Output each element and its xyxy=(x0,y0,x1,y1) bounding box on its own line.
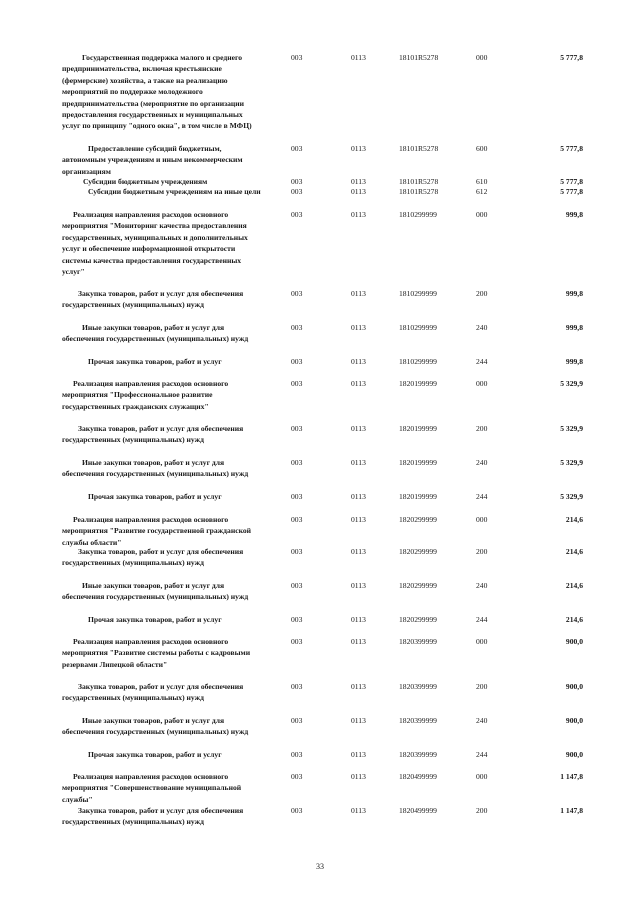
row-razdel: 0113 xyxy=(351,379,366,388)
row-target-article: 1820199999 xyxy=(399,424,437,433)
row-name: Иные закупки товаров, работ и услуг для обеспечения государственных (муниципальных) нужд xyxy=(62,716,249,737)
row-sum: 5 329,9 xyxy=(560,458,583,467)
row-target-article: 1820399999 xyxy=(399,637,437,646)
row-name: Реализация направления расходов основного мероприятия "Развитие системы работы с кадровыми резервами Липецкой области" xyxy=(62,637,251,669)
row-expense-type: 240 xyxy=(476,458,488,467)
row-target-article: 1810299999 xyxy=(399,210,437,219)
row-razdel: 0113 xyxy=(351,187,366,196)
row-razdel: 0113 xyxy=(351,750,366,759)
row-sum: 5 329,9 xyxy=(560,492,583,501)
row-name: Иные закупки товаров, работ и услуг для обеспечения государственных (муниципальных) нужд xyxy=(62,458,249,479)
row-ved: 003 xyxy=(291,637,303,646)
row-expense-type: 000 xyxy=(476,637,488,646)
row-razdel: 0113 xyxy=(351,323,366,332)
row-expense-type: 000 xyxy=(476,53,488,62)
row-expense-type: 000 xyxy=(476,772,488,781)
row-ved: 003 xyxy=(291,515,303,524)
row-ved: 003 xyxy=(291,177,303,186)
row-target-article: 1810299999 xyxy=(399,357,437,366)
row-sum: 5 777,8 xyxy=(560,144,583,153)
row-name: Реализация направления расходов основного мероприятия "Совершенствование муниципальной службы" xyxy=(62,772,242,804)
row-target-article: 18101R5278 xyxy=(399,53,439,62)
row-expense-type: 600 xyxy=(476,144,488,153)
row-razdel: 0113 xyxy=(351,682,366,691)
row-ved: 003 xyxy=(291,289,303,298)
row-target-article: 1820199999 xyxy=(399,379,437,388)
row-name: Предоставление субсидий бюджетным, автономным учреждениям и иным некоммерческим организациям xyxy=(62,144,243,176)
row-razdel: 0113 xyxy=(351,772,366,781)
row-ved: 003 xyxy=(291,750,303,759)
row-sum: 5 777,8 xyxy=(560,53,583,62)
row-name: Субсидии бюджетным учреждениям на иные цели xyxy=(88,187,261,196)
row-target-article: 1820299999 xyxy=(399,615,437,624)
row-target-article: 1810299999 xyxy=(399,289,437,298)
row-ved: 003 xyxy=(291,379,303,388)
row-ved: 003 xyxy=(291,716,303,725)
row-name: Реализация направления расходов основного мероприятия "Мониторинг качества предоставления государственных, муниципальных и дополнительных услуг и обеспечение информационной открытости системы качества предоставления государственных услуг" xyxy=(62,210,248,277)
row-target-article: 18101R5278 xyxy=(399,144,439,153)
row-razdel: 0113 xyxy=(351,53,366,62)
row-razdel: 0113 xyxy=(351,210,366,219)
row-sum: 214,6 xyxy=(565,515,583,524)
row-ved: 003 xyxy=(291,323,303,332)
row-name: Иные закупки товаров, работ и услуг для обеспечения государственных (муниципальных) нужд xyxy=(62,323,249,344)
row-name: Государственная поддержка малого и среднего предпринимательства, включая крестьянские (фермерские) хозяйства, а также на реализацию мероприятий по поддержке молодежного предпринимательства (мероприятие по организации предоставления государственных и муниципальных услуг по принципу "одного окна", в том числе в МФЦ) xyxy=(62,53,252,131)
page-number: 33 xyxy=(316,862,324,871)
row-ved: 003 xyxy=(291,547,303,556)
row-expense-type: 612 xyxy=(476,187,488,196)
row-razdel: 0113 xyxy=(351,581,366,590)
row-ved: 003 xyxy=(291,492,303,501)
row-ved: 003 xyxy=(291,772,303,781)
row-target-article: 1820499999 xyxy=(399,806,437,815)
row-ved: 003 xyxy=(291,210,303,219)
row-expense-type: 000 xyxy=(476,210,488,219)
row-ved: 003 xyxy=(291,581,303,590)
row-sum: 5 777,8 xyxy=(560,177,583,186)
row-expense-type: 244 xyxy=(476,492,488,501)
row-sum: 1 147,8 xyxy=(560,806,583,815)
row-sum: 900,0 xyxy=(565,716,583,725)
row-razdel: 0113 xyxy=(351,515,366,524)
row-target-article: 1810299999 xyxy=(399,323,437,332)
row-target-article: 1820499999 xyxy=(399,772,437,781)
row-name: Закупка товаров, работ и услуг для обеспечения государственных (муниципальных) нужд xyxy=(62,547,244,568)
row-sum: 900,0 xyxy=(565,750,583,759)
row-target-article: 18101R5278 xyxy=(399,187,439,196)
row-name: Закупка товаров, работ и услуг для обеспечения государственных (муниципальных) нужд xyxy=(62,806,244,827)
row-expense-type: 244 xyxy=(476,615,488,624)
row-name: Прочая закупка товаров, работ и услуг xyxy=(88,615,222,624)
row-razdel: 0113 xyxy=(351,806,366,815)
row-sum: 1 147,8 xyxy=(560,772,583,781)
row-sum: 5 329,9 xyxy=(560,379,583,388)
row-expense-type: 240 xyxy=(476,323,488,332)
row-expense-type: 000 xyxy=(476,379,488,388)
row-name: Иные закупки товаров, работ и услуг для обеспечения государственных (муниципальных) нужд xyxy=(62,581,249,602)
row-expense-type: 200 xyxy=(476,682,488,691)
row-sum: 900,0 xyxy=(565,682,583,691)
row-name: Субсидии бюджетным учреждениям xyxy=(83,177,208,186)
row-ved: 003 xyxy=(291,806,303,815)
row-expense-type: 200 xyxy=(476,289,488,298)
row-sum: 999,8 xyxy=(565,357,583,366)
row-ved: 003 xyxy=(291,187,303,196)
row-razdel: 0113 xyxy=(351,144,366,153)
row-sum: 999,8 xyxy=(565,210,583,219)
row-ved: 003 xyxy=(291,144,303,153)
row-razdel: 0113 xyxy=(351,615,366,624)
row-expense-type: 200 xyxy=(476,547,488,556)
row-sum: 214,6 xyxy=(565,581,583,590)
row-expense-type: 610 xyxy=(476,177,488,186)
row-name: Прочая закупка товаров, работ и услуг xyxy=(88,357,222,366)
row-expense-type: 240 xyxy=(476,581,488,590)
row-ved: 003 xyxy=(291,682,303,691)
row-razdel: 0113 xyxy=(351,458,366,467)
row-name: Закупка товаров, работ и услуг для обеспечения государственных (муниципальных) нужд xyxy=(62,424,244,445)
row-sum: 5 777,8 xyxy=(560,187,583,196)
row-sum: 214,6 xyxy=(565,615,583,624)
row-ved: 003 xyxy=(291,458,303,467)
row-sum: 999,8 xyxy=(565,289,583,298)
row-name: Реализация направления расходов основного мероприятия "Развитие государственной гражданской службы области" xyxy=(62,515,252,547)
row-ved: 003 xyxy=(291,53,303,62)
row-expense-type: 200 xyxy=(476,424,488,433)
row-target-article: 1820299999 xyxy=(399,547,437,556)
row-expense-type: 240 xyxy=(476,716,488,725)
row-sum: 214,6 xyxy=(565,547,583,556)
row-sum: 900,0 xyxy=(565,637,583,646)
row-razdel: 0113 xyxy=(351,716,366,725)
row-name: Реализация направления расходов основного мероприятия "Профессиональное развитие государственных гражданских служащих" xyxy=(62,379,229,411)
row-target-article: 1820399999 xyxy=(399,716,437,725)
row-name: Прочая закупка товаров, работ и услуг xyxy=(88,750,222,759)
row-name: Закупка товаров, работ и услуг для обеспечения государственных (муниципальных) нужд xyxy=(62,289,244,310)
row-name: Закупка товаров, работ и услуг для обеспечения государственных (муниципальных) нужд xyxy=(62,682,244,703)
row-ved: 003 xyxy=(291,357,303,366)
row-expense-type: 000 xyxy=(476,515,488,524)
row-target-article: 1820399999 xyxy=(399,750,437,759)
row-target-article: 1820199999 xyxy=(399,492,437,501)
row-ved: 003 xyxy=(291,615,303,624)
row-target-article: 1820399999 xyxy=(399,682,437,691)
row-razdel: 0113 xyxy=(351,289,366,298)
row-razdel: 0113 xyxy=(351,177,366,186)
row-target-article: 18101R5278 xyxy=(399,177,439,186)
row-target-article: 1820299999 xyxy=(399,581,437,590)
row-razdel: 0113 xyxy=(351,492,366,501)
row-name: Прочая закупка товаров, работ и услуг xyxy=(88,492,222,501)
row-ved: 003 xyxy=(291,424,303,433)
row-expense-type: 244 xyxy=(476,750,488,759)
row-razdel: 0113 xyxy=(351,357,366,366)
row-expense-type: 200 xyxy=(476,806,488,815)
row-target-article: 1820199999 xyxy=(399,458,437,467)
row-expense-type: 244 xyxy=(476,357,488,366)
row-sum: 5 329,9 xyxy=(560,424,583,433)
row-target-article: 1820299999 xyxy=(399,515,437,524)
row-razdel: 0113 xyxy=(351,547,366,556)
row-razdel: 0113 xyxy=(351,424,366,433)
row-sum: 999,8 xyxy=(565,323,583,332)
row-razdel: 0113 xyxy=(351,637,366,646)
